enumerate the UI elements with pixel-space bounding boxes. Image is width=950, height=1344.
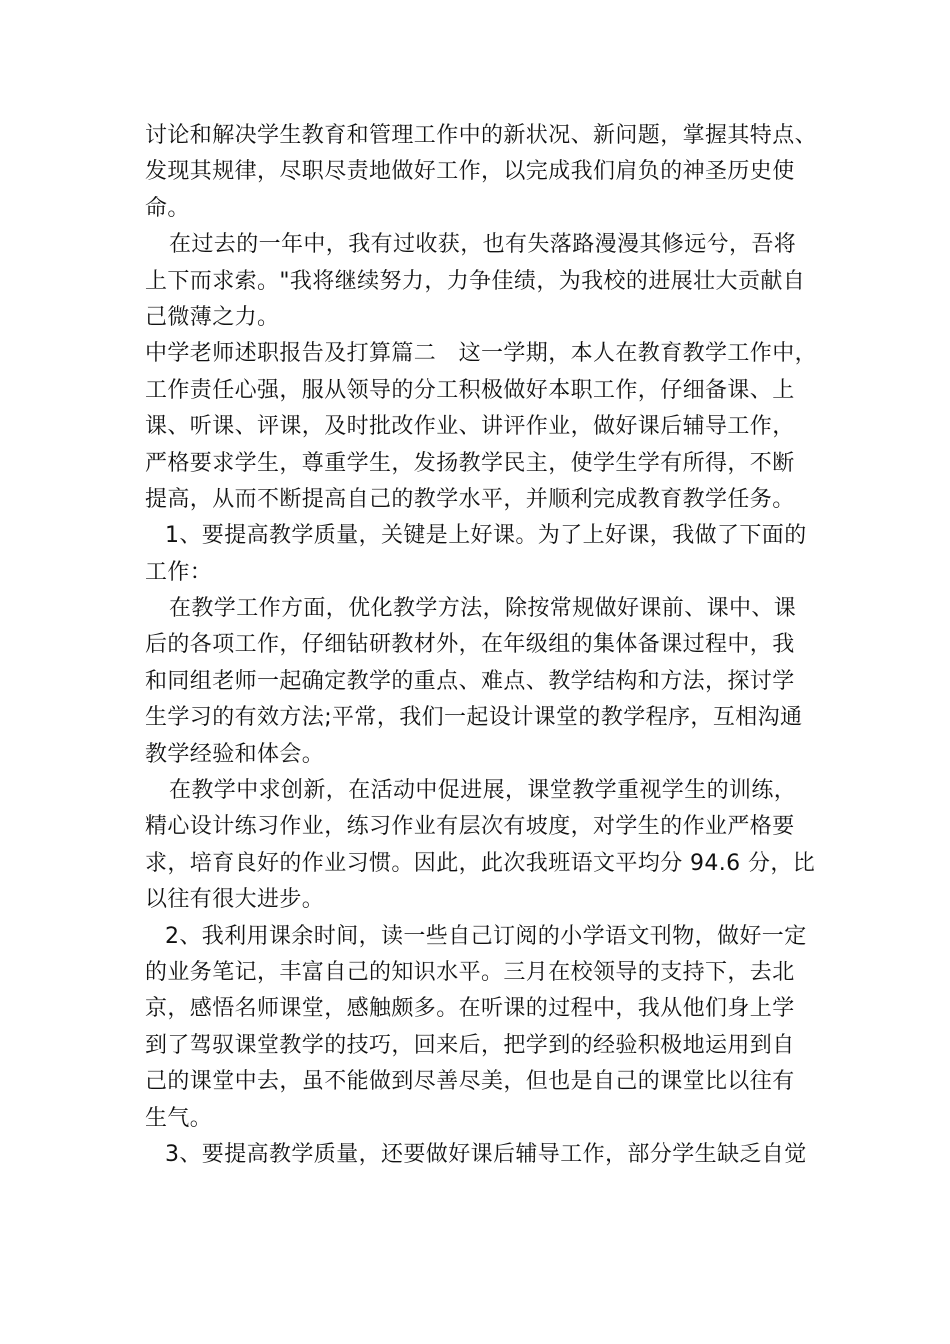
text-line: 在教学工作方面，优化教学方法，除按常规做好课前、课中、课 bbox=[169, 596, 797, 622]
text-line: 提高，从而不断提高自己的教学水平，并顺利完成教育教学任务。 bbox=[145, 486, 795, 512]
document-body bbox=[145, 118, 835, 1173]
text-line: 命。 bbox=[145, 195, 190, 221]
text-line: 讨论和解决学生教育和管理工作中的新状况、新问题，掌握其特点、 bbox=[145, 123, 818, 148]
text-line: 和同组老师一起确定教学的重点、难点、教学结构和方法，探讨学 bbox=[145, 668, 795, 694]
text-line: 工作： bbox=[145, 559, 213, 585]
text-line: 到了驾驭课堂教学的技巧，回来后，把学到的经验积极地运用到自 bbox=[145, 1032, 795, 1058]
text-line: 生学习的有效方法;平常，我们一起设计课堂的教学程序，互相沟通 bbox=[145, 705, 803, 731]
text-line: 生气。 bbox=[145, 1105, 213, 1131]
text-line: 2、我利用课余时间，读一些自己订阅的小学语文刊物，做好一定 bbox=[165, 923, 807, 949]
section-heading-line: 中学老师述职报告及打算篇二 这一学期，本人在教育教学工作中， bbox=[145, 341, 818, 367]
text-line: 上下而求索。"我将继续努力，力争佳绩，为我校的进展壮大贡献自 bbox=[145, 268, 806, 294]
text-line: 在教学中求创新，在活动中促进展，课堂教学重视学生的训练， bbox=[169, 778, 797, 804]
text-line: 精心设计练习作业，练习作业有层次有坡度，对学生的作业严格要 bbox=[145, 814, 795, 840]
text-line: 求，培育良好的作业习惯。因此，此次我班语文平均分 94.6 分，比 bbox=[145, 850, 816, 876]
text-line: 京，感悟名师课堂，感触颇多。在听课的过程中，我从他们身上学 bbox=[145, 996, 795, 1022]
text-line: 3、要提高教学质量，还要做好课后辅导工作，部分学生缺乏自觉 bbox=[165, 1141, 807, 1167]
text-line: 以往有很大进步。 bbox=[145, 887, 325, 913]
text-line: 严格要求学生，尊重学生，发扬教学民主，使学生学有所得，不断 bbox=[145, 450, 795, 476]
text-line: 教学经验和体会。 bbox=[145, 741, 325, 767]
text-line: 课、听课、评课，及时批改作业、讲评作业，做好课后辅导工作， bbox=[145, 414, 795, 440]
text-line: 工作责任心强，服从领导的分工积极做好本职工作，仔细备课、上 bbox=[145, 377, 795, 403]
text-line: 发现其规律，尽职尽责地做好工作，以完成我们肩负的神圣历史使 bbox=[145, 159, 795, 185]
text-line: 1、要提高教学质量，关键是上好课。为了上好课，我做了下面的 bbox=[165, 523, 807, 549]
text-line: 己微薄之力。 bbox=[145, 304, 280, 330]
text-line: 己的课堂中去，虽不能做到尽善尽美，但也是自己的课堂比以往有 bbox=[145, 1069, 795, 1095]
text-line: 的业务笔记，丰富自己的知识水平。三月在校领导的支持下，去北 bbox=[145, 959, 795, 985]
text-line: 后的各项工作，仔细钻研教材外，在年级组的集体备课过程中，我 bbox=[145, 632, 795, 658]
text-line: 在过去的一年中，我有过收获，也有失落路漫漫其修远兮，吾将 bbox=[169, 232, 797, 258]
